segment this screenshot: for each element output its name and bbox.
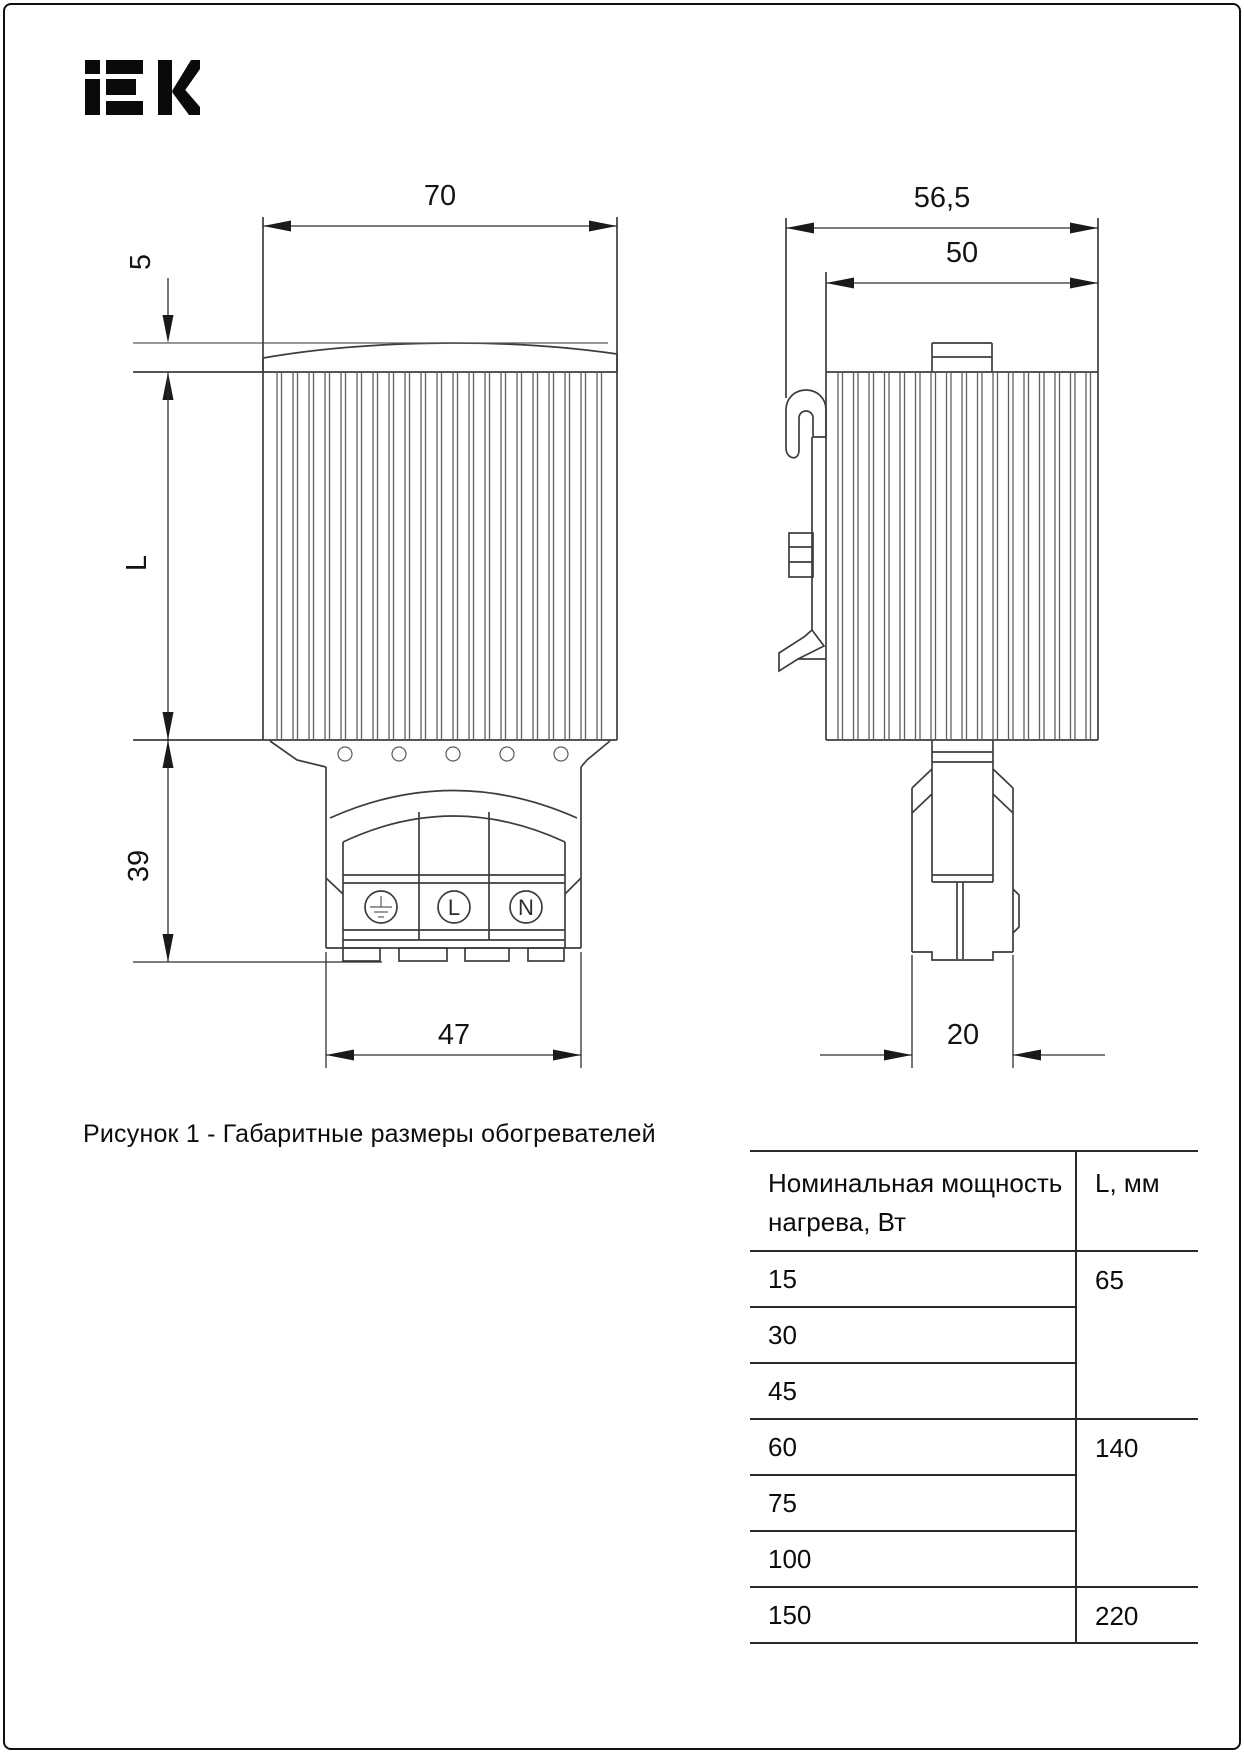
dim-label-39: 39 bbox=[123, 849, 155, 883]
table-row bbox=[750, 1587, 1198, 1643]
terminal-line bbox=[438, 891, 470, 923]
clip-foot bbox=[779, 630, 824, 671]
figure-caption: Рисунок 1 - Габаритные размеры обогревателей bbox=[83, 1120, 656, 1148]
dim-label-56-5: 56,5 bbox=[913, 182, 971, 214]
vent-holes bbox=[338, 747, 568, 761]
power-cell: 75 bbox=[750, 1475, 1076, 1531]
dim-front-width bbox=[263, 180, 617, 232]
side-view bbox=[779, 182, 1105, 1068]
heater-size-table bbox=[750, 1150, 1198, 1644]
terminal-n-label: N bbox=[518, 895, 534, 920]
mounting-feet bbox=[343, 948, 564, 961]
dim-label-70: 70 bbox=[423, 180, 457, 212]
front-view bbox=[121, 180, 617, 1068]
power-cell: 45 bbox=[750, 1363, 1076, 1419]
terminal-neutral bbox=[510, 891, 542, 923]
dim-label-L: L bbox=[121, 554, 153, 572]
table-header-row bbox=[750, 1151, 1198, 1251]
col-header-length: L, мм bbox=[1076, 1151, 1198, 1251]
earth-icon bbox=[370, 896, 392, 917]
dim-label-5: 5 bbox=[125, 253, 157, 271]
dim-front-cap-height bbox=[125, 254, 174, 400]
length-cell: 65 bbox=[1076, 1251, 1198, 1419]
terminal-earth bbox=[365, 891, 397, 923]
table-row bbox=[750, 1251, 1198, 1307]
dim-label-50: 50 bbox=[945, 237, 979, 269]
din-rail-clip bbox=[779, 218, 826, 671]
power-cell: 15 bbox=[750, 1251, 1076, 1307]
dim-front-block-width bbox=[326, 952, 581, 1068]
power-cell: 100 bbox=[750, 1531, 1076, 1587]
power-cell: 30 bbox=[750, 1307, 1076, 1363]
side-heatsink-fins bbox=[838, 373, 1091, 739]
table-row bbox=[750, 1419, 1198, 1475]
length-cell: 220 bbox=[1076, 1587, 1198, 1643]
length-cell: 140 bbox=[1076, 1419, 1198, 1587]
dim-side-body-depth bbox=[826, 237, 1098, 289]
side-cap-tab bbox=[932, 343, 992, 372]
clip-hook bbox=[786, 390, 826, 458]
dim-front-length bbox=[121, 372, 174, 740]
side-terminal-block bbox=[912, 740, 1019, 960]
power-cell: 150 bbox=[750, 1587, 1076, 1643]
dim-side-block-depth bbox=[820, 955, 1105, 1068]
dim-label-20: 20 bbox=[946, 1019, 980, 1051]
front-terminal-housing bbox=[270, 741, 610, 961]
side-latch-bump bbox=[1013, 889, 1019, 933]
dim-side-overall-depth bbox=[786, 182, 1098, 234]
power-cell: 60 bbox=[750, 1419, 1076, 1475]
clip-latch-block bbox=[789, 533, 813, 577]
dim-label-47: 47 bbox=[437, 1019, 471, 1051]
front-cap bbox=[263, 343, 617, 372]
terminal-l-label: L bbox=[447, 895, 461, 920]
front-heatsink-fins bbox=[277, 373, 602, 739]
col-header-power: Номинальная мощность нагрева, Вт bbox=[750, 1151, 1076, 1251]
